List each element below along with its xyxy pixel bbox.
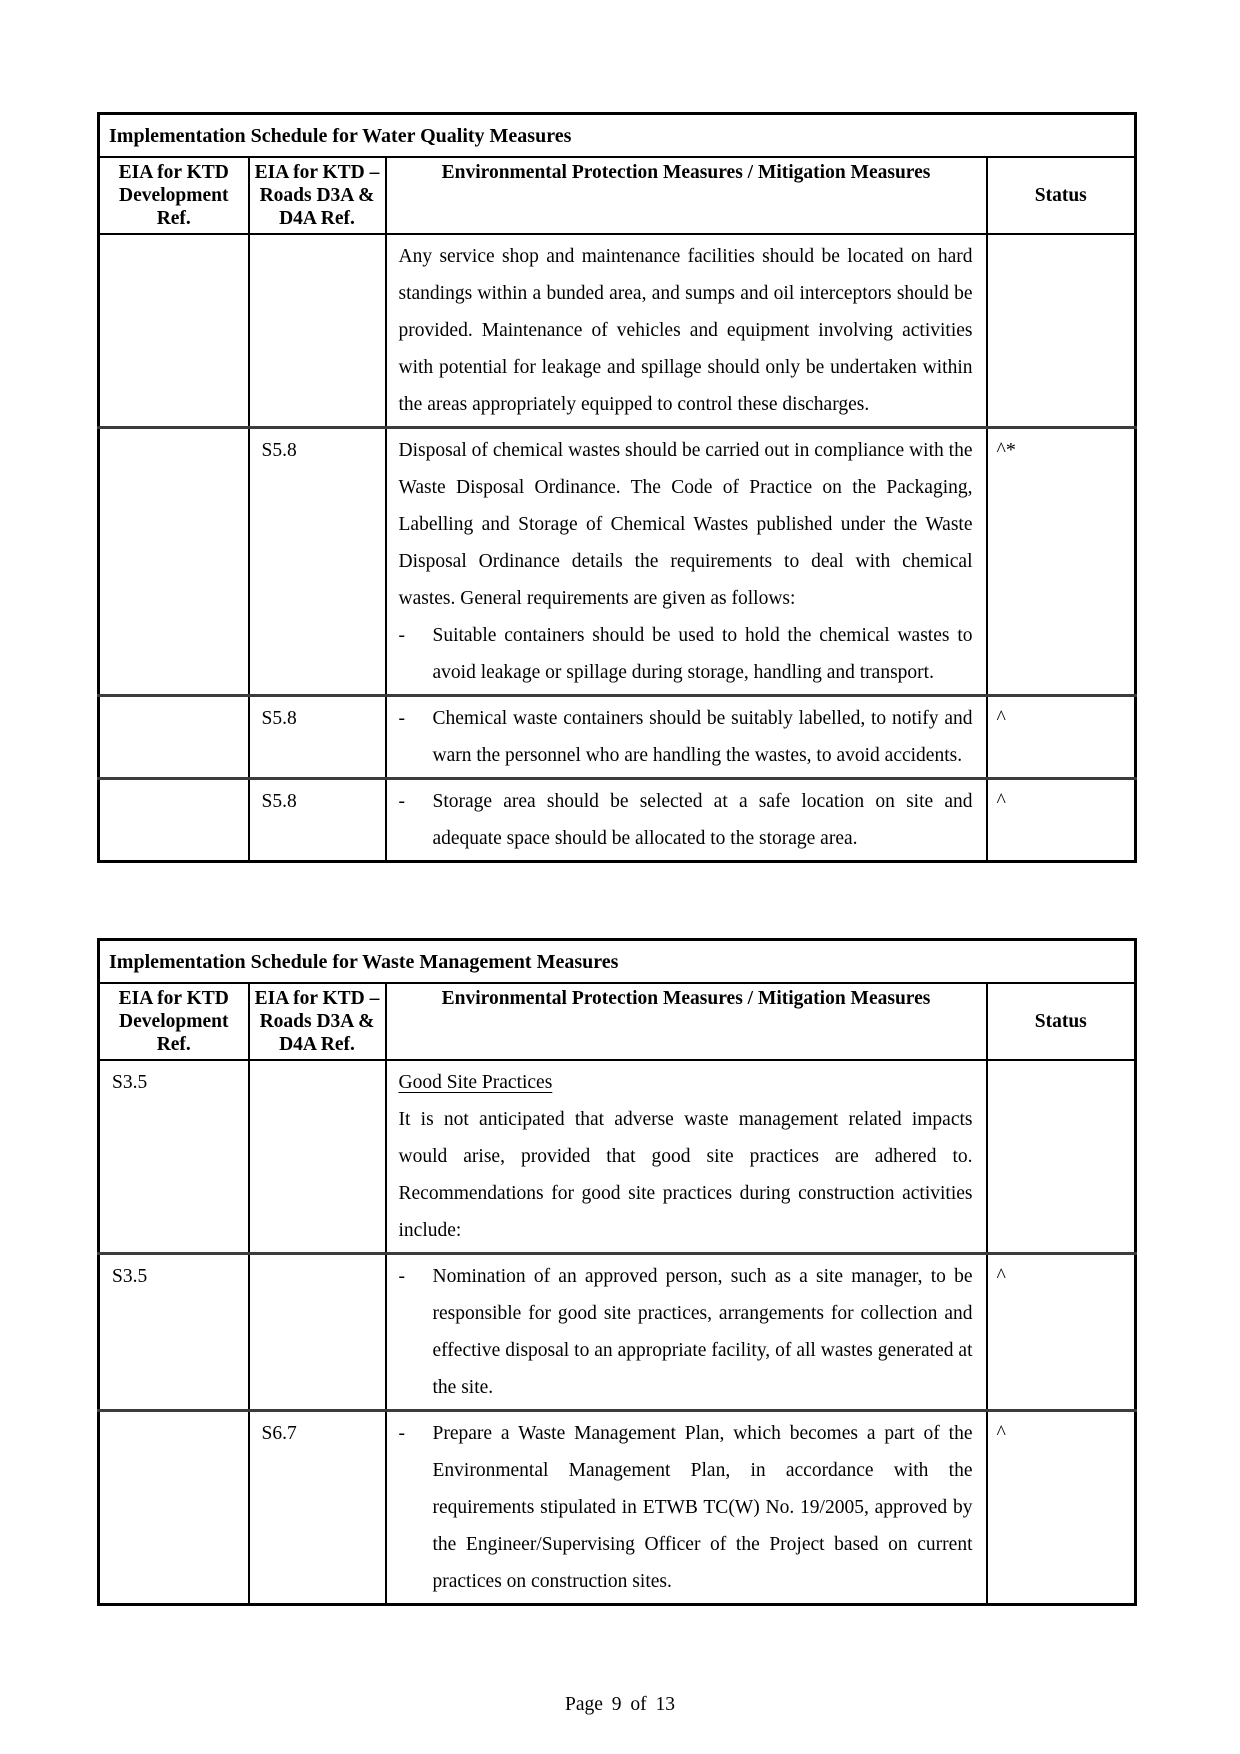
eia-ktd-ref-cell: S3.5 — [99, 1254, 249, 1411]
table-header-row — [99, 157, 1136, 234]
roads-ref-cell: S6.7 — [249, 1411, 386, 1605]
measures-cell — [386, 428, 987, 696]
roads-ref-cell — [249, 234, 386, 428]
table-row — [99, 1060, 1136, 1254]
page-number: Page 9 of 13 — [564, 1694, 676, 1715]
roads-ref-cell: S5.8 — [249, 779, 386, 862]
status-cell: ^ — [987, 779, 1136, 862]
measure-paragraph: It is not anticipated that adverse waste management related impacts would arise, provided that good site practices are adhered to. Recommendations for good site practices during construction activities include: — [398, 1109, 973, 1241]
table-title: Implementation Schedule for Water Quality Measures — [99, 114, 1136, 158]
status-cell — [987, 234, 1136, 428]
col-header-measures: Environmental Protection Measures / Mitigation Measures — [386, 157, 987, 234]
status-cell: ^ — [987, 696, 1136, 779]
table-title-row — [99, 940, 1136, 984]
eia-ktd-ref-cell — [99, 779, 249, 862]
status-cell: ^ — [987, 1254, 1136, 1411]
bullet-dash: - — [398, 1423, 405, 1444]
bullet-item — [399, 1415, 973, 1600]
bullet-dash: - — [398, 625, 405, 646]
bullet-text: Nomination of an approved person, such as a site manager, to be responsible for good site practices, arrangements for collection and effective disposal to an appropriate facility, of all wastes generated at the site. — [432, 1266, 973, 1398]
status-cell: ^* — [987, 428, 1136, 696]
document-page — [97, 112, 1134, 1606]
bullet-dash: - — [398, 708, 405, 729]
col-header-roads-ref: EIA for KTD – Roads D3A & D4A Ref. — [249, 983, 386, 1060]
table-title-row — [99, 114, 1136, 158]
table-row — [99, 428, 1136, 696]
table-spacer — [97, 863, 1134, 938]
measures-cell — [386, 234, 987, 428]
measure-paragraph: Disposal of chemical wastes should be carried out in compliance with the Waste Disposal Ordinance. The Code of Practice on the Packaging, Labelling and Storage of Chemical Wastes published under the Waste Disposal Ordinance details the requirements to deal with chemical wastes. General requirements are given as follows: — [398, 440, 973, 609]
col-header-eia-ktd-ref: EIA for KTD Development Ref. — [99, 983, 249, 1060]
col-header-roads-ref: EIA for KTD – Roads D3A & D4A Ref. — [249, 157, 386, 234]
bullet-text: Suitable containers should be used to hold the chemical wastes to avoid leakage or spillage during storage, handling and transport. — [432, 625, 973, 683]
col-header-status: Status — [987, 983, 1136, 1060]
col-header-status: Status — [987, 157, 1136, 234]
status-cell: ^ — [987, 1411, 1136, 1605]
measures-cell — [386, 1411, 987, 1605]
table-row — [99, 234, 1136, 428]
roads-ref-cell: S5.8 — [249, 428, 386, 696]
bullet-item — [399, 617, 973, 691]
eia-ktd-ref-cell — [99, 234, 249, 428]
bullet-item — [399, 700, 973, 774]
measure-paragraph: Any service shop and maintenance facilities should be located on hard standings within a bunded area, and sumps and oil interceptors should be provided. Maintenance of vehicles and equipment involving activities with potential for leakage and spillage should only be undertaken within the areas appropriately equipped to control these discharges. — [398, 246, 973, 415]
table-row — [99, 1254, 1136, 1411]
table-row — [99, 1411, 1136, 1605]
col-header-eia-ktd-ref: EIA for KTD Development Ref. — [99, 157, 249, 234]
roads-ref-cell — [249, 1254, 386, 1411]
bullet-text: Storage area should be selected at a safe location on site and adequate space should be allocated to the storage area. — [432, 791, 973, 849]
status-cell — [987, 1060, 1136, 1254]
eia-ktd-ref-cell — [99, 696, 249, 779]
measures-cell — [386, 1254, 987, 1411]
col-header-measures: Environmental Protection Measures / Mitigation Measures — [386, 983, 987, 1060]
eia-ktd-ref-cell — [99, 428, 249, 696]
eia-ktd-ref-cell — [99, 1411, 249, 1605]
bullet-item — [399, 1258, 973, 1406]
bullet-text: Prepare a Waste Management Plan, which becomes a part of the Environmental Management Plan, in accordance with the requirements stipulated in ETWB TC(W) No. 19/2005, approved by the Engineer/Supervising Officer of the Project based on current practices on construction sites. — [432, 1423, 973, 1592]
table-title: Implementation Schedule for Waste Management Measures — [99, 940, 1136, 984]
measures-cell — [386, 1060, 987, 1254]
table-header-row — [99, 983, 1136, 1060]
table-row — [99, 696, 1136, 779]
water-quality-table — [97, 112, 1137, 863]
roads-ref-cell — [249, 1060, 386, 1254]
bullet-dash: - — [398, 1266, 405, 1287]
measures-cell — [386, 696, 987, 779]
eia-ktd-ref-cell: S3.5 — [99, 1060, 249, 1254]
measures-cell — [386, 779, 987, 862]
table-row — [99, 779, 1136, 862]
roads-ref-cell: S5.8 — [249, 696, 386, 779]
bullet-text: Chemical waste containers should be suitably labelled, to notify and warn the personnel who are handling the wastes, to avoid accidents. — [432, 708, 973, 766]
bullet-dash: - — [398, 791, 405, 812]
waste-management-table — [97, 938, 1137, 1606]
bullet-item — [399, 783, 973, 857]
section-heading: Good Site Practices — [398, 1072, 553, 1093]
